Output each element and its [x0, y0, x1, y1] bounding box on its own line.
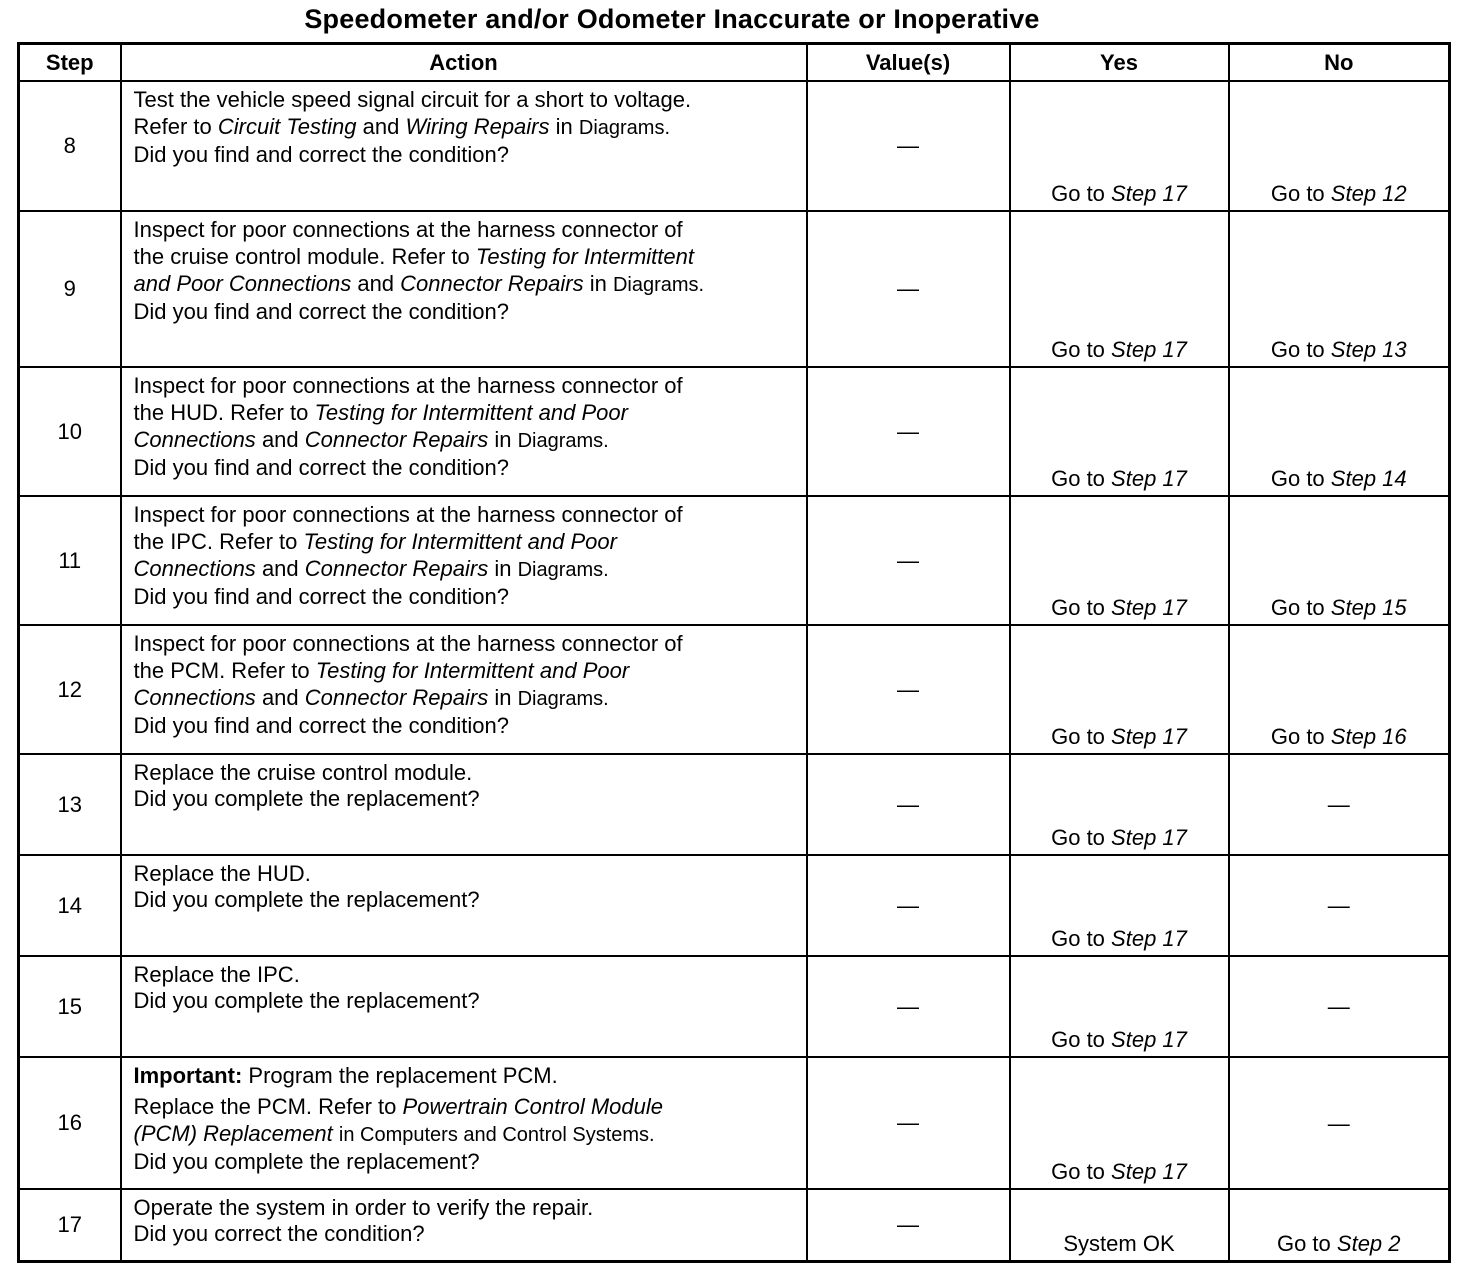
yes-cell: Go to Step 17: [1010, 367, 1229, 496]
ref-link: Connections: [133, 685, 256, 710]
no-cell: Go to Step 13: [1229, 211, 1450, 367]
page-title: Speedometer and/or Odometer Inaccurate or Inoperative: [304, 4, 1040, 34]
action-question: Did you correct the condition?: [133, 1221, 425, 1246]
step-number: 8: [19, 81, 121, 211]
value-cell: —: [807, 1189, 1010, 1261]
value-cell: —: [807, 367, 1010, 496]
no-cell: Go to Step 12: [1229, 81, 1450, 211]
action-text: Connections and Connector Repairs in Diagrams.: [133, 556, 609, 581]
value-cell: —: [807, 956, 1010, 1057]
ref-link: Testing for Intermittent and Poor: [314, 400, 628, 425]
goto-step-link[interactable]: Step 17: [1111, 724, 1187, 749]
goto-step-link[interactable]: Step 2: [1336, 1230, 1401, 1256]
header-action: Action: [121, 44, 807, 82]
action-reference: Refer to Circuit Testing and Wiring Repairs in Diagrams.: [133, 114, 671, 139]
table-row: [19, 1057, 1450, 1189]
action-text: the cruise control module. Refer to Testing for Intermittent: [133, 244, 694, 269]
action-question: Did you complete the replacement?: [133, 1149, 480, 1174]
goto-step-link[interactable]: Step 16: [1330, 724, 1407, 749]
no-cell: Go to Step 14: [1229, 367, 1450, 496]
action-cell: [121, 855, 807, 956]
ref-link: Connector Repairs: [304, 556, 489, 581]
no-cell: —: [1229, 754, 1450, 855]
yes-cell: Go to Step 17: [1010, 81, 1229, 211]
table-row: [19, 855, 1450, 956]
no-cell: Go to Step 15: [1229, 496, 1450, 625]
yes-cell: Go to Step 17: [1010, 625, 1229, 754]
yes-cell: Go to Step 17: [1010, 855, 1229, 956]
ref-link: Testing for Intermittent and Poor: [315, 658, 630, 683]
header-values: Value(s): [807, 44, 1010, 82]
action-text: Replace the HUD.: [133, 861, 311, 886]
action-cell: [121, 496, 807, 625]
ref-link: Testing for Intermittent: [475, 244, 694, 269]
no-cell: —: [1229, 1057, 1450, 1189]
no-cell: Go to Step 16: [1229, 625, 1450, 754]
action-text: and Poor Connections and Connector Repairs in Diagrams.: [133, 271, 705, 296]
table-row: [19, 754, 1450, 855]
action-question: Did you find and correct the condition?: [133, 584, 509, 609]
value-cell: —: [807, 855, 1010, 956]
goto-step-link[interactable]: Step 17: [1111, 337, 1187, 362]
action-cell: [121, 956, 807, 1057]
yes-cell: Go to Step 17: [1010, 211, 1229, 367]
header-no: No: [1229, 44, 1450, 82]
no-cell: Go to Step 2: [1229, 1189, 1450, 1261]
ref-link: Wiring Repairs: [405, 114, 550, 139]
action-question: Did you find and correct the condition?: [133, 713, 509, 738]
ref-link: Connector Repairs: [400, 271, 584, 296]
action-text: Inspect for poor connections at the harness connector of: [133, 502, 683, 527]
action-text: the HUD. Refer to Testing for Intermittent and Poor: [133, 400, 628, 425]
diagnostic-table: [17, 42, 1451, 1263]
action-cell: [121, 81, 807, 211]
yes-cell: System OK: [1010, 1189, 1229, 1261]
step-number: 11: [19, 496, 121, 625]
value-cell: —: [807, 754, 1010, 855]
step-number: 13: [19, 754, 121, 855]
action-question: Did you complete the replacement?: [133, 887, 480, 912]
action-question: Did you complete the replacement?: [133, 988, 480, 1013]
action-question: Did you find and correct the condition?: [133, 142, 509, 167]
yes-cell: Go to Step 17: [1010, 956, 1229, 1057]
goto-step-link[interactable]: Step 17: [1111, 825, 1187, 850]
action-text: the IPC. Refer to Testing for Intermittent and Poor: [133, 529, 617, 554]
action-question: Did you find and correct the condition?: [133, 299, 509, 324]
action-text: Replace the PCM. Refer to Powertrain Control Module (PCM) Replacement in Computers and Control Systems.: [133, 1094, 663, 1146]
action-text: Replace the cruise control module.: [133, 760, 473, 785]
action-cell: [121, 1189, 807, 1261]
action-text: Replace the IPC.: [133, 962, 300, 987]
goto-step-link[interactable]: Step 12: [1330, 181, 1407, 206]
table-row: [19, 211, 1450, 367]
table-row: [19, 81, 1450, 211]
ref-link: and Poor Connections: [133, 271, 352, 296]
action-question: Did you find and correct the condition?: [133, 455, 509, 480]
value-cell: —: [807, 1057, 1010, 1189]
yes-cell: Go to Step 17: [1010, 496, 1229, 625]
goto-step-link[interactable]: Step 13: [1330, 337, 1407, 362]
action-question: Did you complete the replacement?: [133, 786, 480, 811]
ref-link: Connections: [133, 427, 256, 452]
goto-step-link[interactable]: Step 15: [1330, 595, 1407, 620]
ref-link: Testing for Intermittent and Poor: [303, 529, 617, 554]
action-text: Inspect for poor connections at the harness connector of: [133, 631, 683, 656]
table-row: [19, 367, 1450, 496]
goto-step-link[interactable]: Step 17: [1111, 595, 1187, 620]
action-text: Operate the system in order to verify the repair.: [133, 1195, 594, 1220]
action-text: Connections and Connector Repairs in Diagrams.: [133, 427, 609, 452]
step-number: 14: [19, 855, 121, 956]
table-row: [19, 1189, 1450, 1261]
action-text: Test the vehicle speed signal circuit for a short to voltage.: [133, 87, 692, 112]
step-number: 9: [19, 211, 121, 367]
no-cell: —: [1229, 956, 1450, 1057]
ref-link: Circuit Testing: [217, 114, 357, 139]
goto-step-link[interactable]: Step 17: [1111, 1027, 1187, 1052]
step-number: 10: [19, 367, 121, 496]
table-row: [19, 625, 1450, 754]
action-cell: [121, 211, 807, 367]
header-yes: Yes: [1010, 44, 1229, 82]
action-text: Connections and Connector Repairs in Diagrams.: [133, 685, 609, 710]
step-number: 16: [19, 1057, 121, 1189]
goto-step-link[interactable]: Step 14: [1330, 466, 1407, 491]
value-cell: —: [807, 211, 1010, 367]
action-text: Inspect for poor connections at the harness connector of: [133, 217, 683, 242]
action-text: Inspect for poor connections at the harness connector of: [133, 373, 683, 398]
value-cell: —: [807, 625, 1010, 754]
header-step: Step: [19, 44, 121, 82]
value-cell: —: [807, 81, 1010, 211]
action-cell: [121, 367, 807, 496]
step-number: 15: [19, 956, 121, 1057]
ref-link: Connections: [133, 556, 256, 581]
goto-step-link[interactable]: Step 17: [1111, 181, 1187, 206]
ref-link: Powertrain Control Module: [402, 1094, 663, 1119]
header-row: [19, 44, 1450, 82]
step-number: 17: [19, 1189, 121, 1261]
action-cell: [121, 625, 807, 754]
ref-link: (PCM) Replacement: [133, 1121, 333, 1146]
no-cell: —: [1229, 855, 1450, 956]
action-text: the PCM. Refer to Testing for Intermittent and Poor: [133, 658, 630, 683]
ref-link: Connector Repairs: [304, 427, 489, 452]
goto-step-link[interactable]: Step 17: [1111, 926, 1187, 951]
ref-link: Connector Repairs: [304, 685, 489, 710]
value-cell: —: [807, 496, 1010, 625]
yes-cell: Go to Step 17: [1010, 1057, 1229, 1189]
goto-step-link[interactable]: Step 17: [1111, 466, 1187, 491]
action-cell: [121, 754, 807, 855]
yes-cell: Go to Step 17: [1010, 754, 1229, 855]
important-note: Important: Program the replacement PCM.: [133, 1063, 558, 1088]
table-row: [19, 956, 1450, 1057]
action-cell: [121, 1057, 807, 1189]
step-number: 12: [19, 625, 121, 754]
table-row: [19, 496, 1450, 625]
goto-step-link[interactable]: Step 17: [1111, 1159, 1187, 1184]
